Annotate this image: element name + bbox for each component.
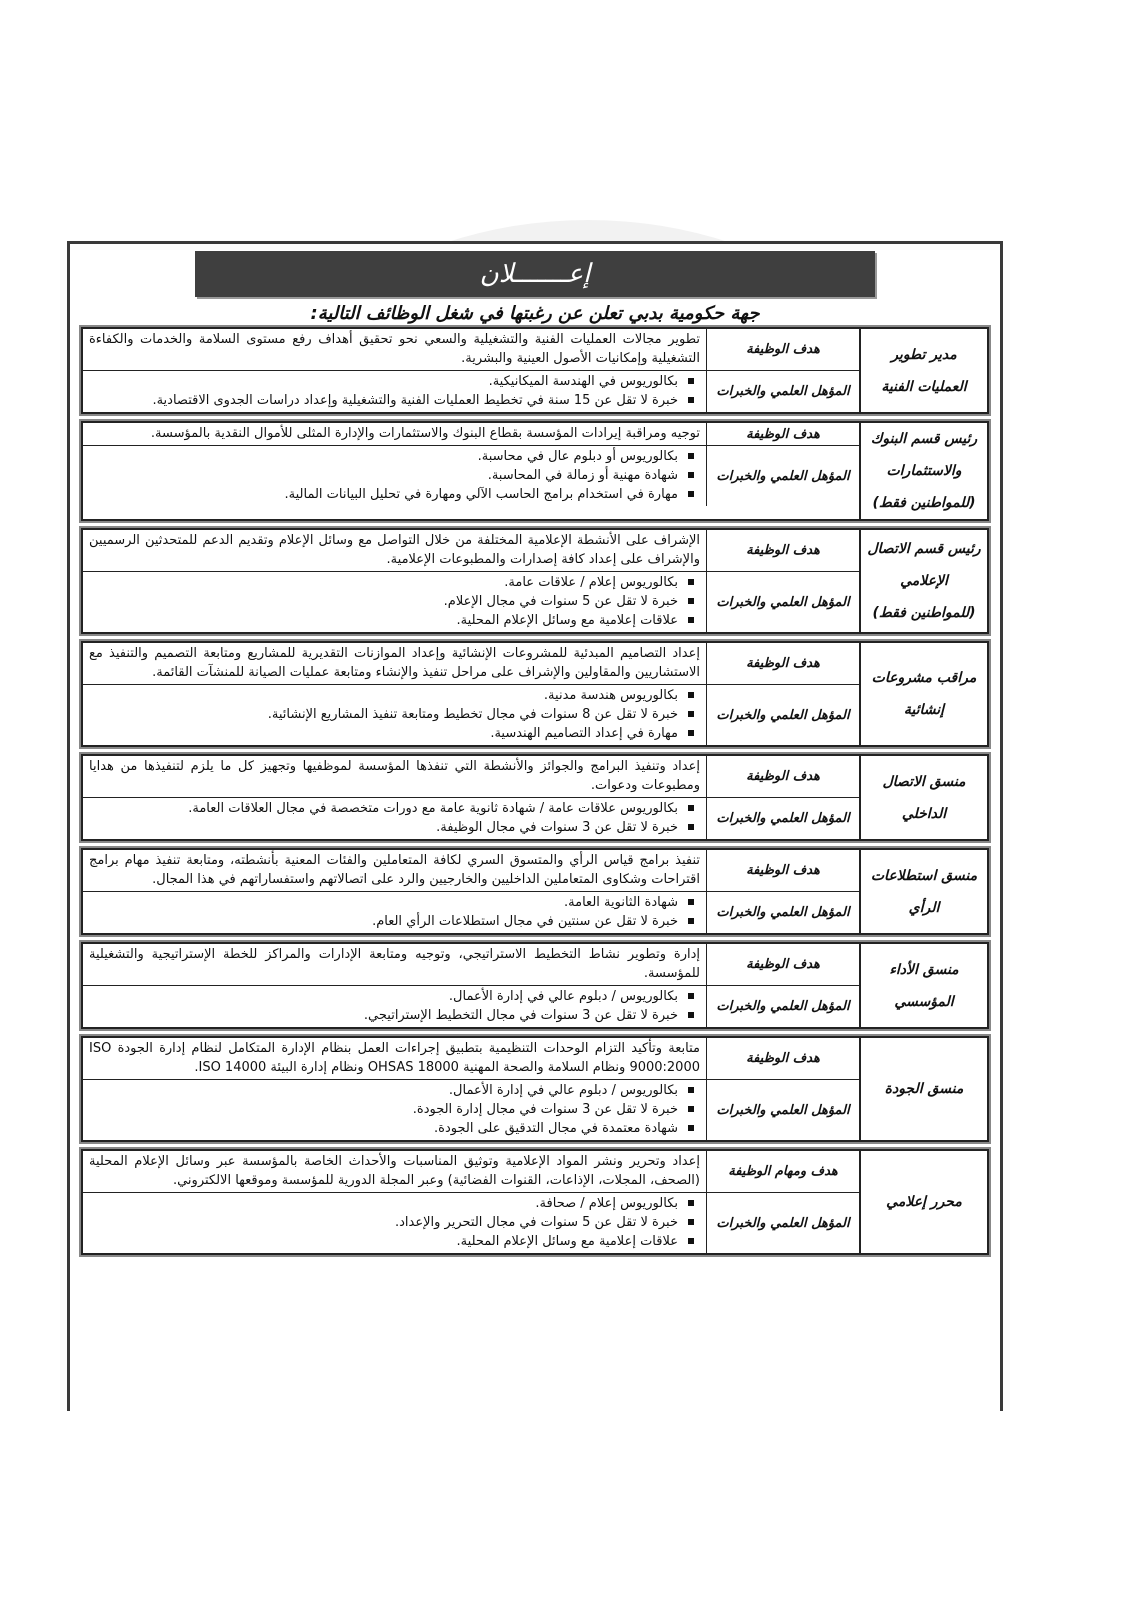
qualification-item: بكالوريوس إعلام / علاقات عامة. <box>89 573 678 592</box>
qualifications-list <box>89 372 700 410</box>
job-goal-label: هدف الوظيفة <box>706 329 859 370</box>
qualifications-list <box>89 893 700 931</box>
job-listing <box>81 421 989 521</box>
job-goal-label: هدف الوظيفة <box>706 423 859 445</box>
job-title: منسق الجودة <box>859 1038 987 1140</box>
qualification-item: بكالوريوس هندسة مدنية. <box>89 686 678 705</box>
job-qualifications-label: المؤهل العلمي والخبرات <box>706 446 859 506</box>
job-goal-text: إدارة وتطوير نشاط التخطيط الاستراتيجي، وتوجيه ومتابعة الإدارات والمراكز للخطة الإستراتيجية والتشغيلية للمؤسسة. <box>89 947 700 981</box>
advertisement-frame <box>67 241 1003 1411</box>
qualifications-list <box>89 447 700 504</box>
qualifications-list <box>89 987 700 1025</box>
qualification-item: خبرة لا تقل عن سنتين في مجال استطلاعات الرأي العام. <box>89 912 678 931</box>
job-goal-text: توجيه ومراقبة إيرادات المؤسسة بقطاع البنوك والاستثمارات والإدارة المثلى للأموال النقدية بالمؤسسة. <box>150 426 700 441</box>
job-title: محرر إعلامي <box>859 1151 987 1253</box>
qualifications-list <box>89 1081 700 1138</box>
qualification-item: بكالوريوس علاقات عامة / شهادة ثانوية عامة مع دورات متخصصة في مجال العلاقات العامة. <box>89 799 678 818</box>
job-listing <box>81 848 989 935</box>
qualifications-list <box>89 1194 700 1251</box>
job-goal-label: هدف الوظيفة <box>706 1038 859 1079</box>
ad-subtitle: جهة حكومية بدبي تعلن عن رغبتها في شغل الوظائف التالية: <box>310 303 760 324</box>
qualification-item: بكالوريوس أو دبلوم عال في محاسبة. <box>89 447 678 466</box>
job-goal-label: هدف ومهام الوظيفة <box>706 1151 859 1192</box>
job-qualifications-label: المؤهل العلمي والخبرات <box>706 798 859 839</box>
qualification-item: علاقات إعلامية مع وسائل الإعلام المحلية. <box>89 1232 678 1251</box>
job-goal-text: إعداد التصاميم المبدئية للمشروعات الإنشائية وإعداد الموازنات التقديرية للمشاريع ومتابعة التصميم والتنفيذ مع الاستشاريين والمقاولين والإشراف على مراحل تنفيذ والإنشاء ومتابعة عمليات الصيانة للمنشآت القائمة. <box>89 646 700 680</box>
job-qualifications-label: المؤهل العلمي والخبرات <box>706 685 859 745</box>
job-listing <box>81 327 989 414</box>
job-listing <box>81 754 989 841</box>
qualification-item: خبرة لا تقل عن 5 سنوات في مجال التحرير والإعداد. <box>89 1213 678 1232</box>
job-goal-text: تطوير مجالات العمليات الفنية والتشغيلية والسعي نحو تحقيق أهداف رفع مستوى السلامة والخدمات والكفاءة التشغيلية وإمكانيات الأصول العينية والبشرية. <box>89 332 700 366</box>
job-listing <box>81 942 989 1029</box>
job-title: منسق استطلاعات الرأي <box>859 850 987 933</box>
job-goal-label: هدف الوظيفة <box>706 643 859 684</box>
job-goal-label: هدف الوظيفة <box>706 530 859 571</box>
job-listing <box>81 1149 989 1255</box>
job-title: مراقب مشروعات إنشائية <box>859 643 987 745</box>
qualification-item: مهارة في إعداد التصاميم الهندسية. <box>89 724 678 743</box>
jobs-list <box>79 327 991 1255</box>
job-goal-text: الإشراف على الأنشطة الإعلامية المختلفة من خلال التواصل مع وسائل الإعلام وتقديم الدعم للمتحدثين الرسميين والإشراف على إعداد كافة إصدارات والمطبوعات الإعلامية. <box>89 533 700 567</box>
job-title: منسق الاتصال الداخلي <box>859 756 987 839</box>
job-goal-label: هدف الوظيفة <box>706 756 859 797</box>
job-title: منسق الأداء المؤسسي <box>859 944 987 1027</box>
job-goal-text: متابعة وتأكيد التزام الوحدات التنظيمية بتطبيق إجراءات العمل بنظام الإدارة المتكامل لنظام إدارة الجودة ISO 9000:2000 ونظام السلامة والصحة المهنية OHSAS 18000 ونظام إدارة البيئة ISO 14000. <box>89 1041 700 1075</box>
qualification-item: خبرة لا تقل عن 3 سنوات في مجال الوظيفة. <box>89 818 678 837</box>
job-listing <box>81 641 989 747</box>
qualification-item: بكالوريوس في الهندسة الميكانيكية. <box>89 372 678 391</box>
qualification-item: بكالوريوس / دبلوم عالي في إدارة الأعمال. <box>89 1081 678 1100</box>
qualifications-list <box>89 686 700 743</box>
qualification-item: بكالوريوس / دبلوم عالي في إدارة الأعمال. <box>89 987 678 1006</box>
qualifications-list <box>89 573 700 630</box>
qualification-item: بكالوريوس إعلام / صحافة. <box>89 1194 678 1213</box>
qualification-item: شهادة مهنية أو زمالة في المحاسبة. <box>89 466 678 485</box>
qualification-item: شهادة معتمدة في مجال التدقيق على الجودة. <box>89 1119 678 1138</box>
job-qualifications-label: المؤهل العلمي والخبرات <box>706 892 859 933</box>
job-qualifications-label: المؤهل العلمي والخبرات <box>706 1193 859 1253</box>
job-title: مدير تطوير العمليات الفنية <box>859 329 987 412</box>
qualification-item: خبرة لا تقل عن 3 سنوات في مجال إدارة الجودة. <box>89 1100 678 1119</box>
job-title: رئيس قسم الاتصال الإعلامي (للمواطنين فقط) <box>859 530 987 632</box>
qualifications-list <box>89 799 700 837</box>
qualification-item: شهادة الثانوية العامة. <box>89 893 678 912</box>
job-goal-label: هدف الوظيفة <box>706 944 859 985</box>
job-goal-text: إعداد وتحرير ونشر المواد الإعلامية وتوثيق المناسبات والأحداث الخاصة بالمؤسسة عبر وسائل الإعلام المحلية (الصحف، المجلات، الإذاعات، القنوات الفضائية) وعبر المجلة الدورية للمؤسسة وموقعها الالكتروني. <box>89 1154 700 1188</box>
job-listing <box>81 1036 989 1142</box>
job-goal-text: إعداد وتنفيذ البرامج والجوائز والأنشطة التي تنفذها المؤسسة لموظفيها وتجهيز كل ما يلزم لتنفيذها من هدايا ومطبوعات ودعوات. <box>89 759 700 793</box>
job-qualifications-label: المؤهل العلمي والخبرات <box>706 1080 859 1140</box>
job-qualifications-label: المؤهل العلمي والخبرات <box>706 371 859 412</box>
qualification-item: خبرة لا تقل عن 15 سنة في تخطيط العمليات الفنية والتشغيلية وإعداد دراسات الجدوى الاقتصادية. <box>89 391 678 410</box>
qualification-item: خبرة لا تقل عن 8 سنوات في مجال تخطيط ومتابعة تنفيذ المشاريع الإنشائية. <box>89 705 678 724</box>
qualification-item: خبرة لا تقل عن 5 سنوات في مجال الإعلام. <box>89 592 678 611</box>
job-qualifications-label: المؤهل العلمي والخبرات <box>706 572 859 632</box>
qualification-item: علاقات إعلامية مع وسائل الإعلام المحلية. <box>89 611 678 630</box>
job-listing <box>81 528 989 634</box>
job-title: رئيس قسم البنوك والاستثمارات (للمواطنين فقط) <box>859 423 987 519</box>
job-qualifications-label: المؤهل العلمي والخبرات <box>706 986 859 1027</box>
ad-title-banner: إعـــــــلان <box>195 251 875 297</box>
qualification-item: مهارة في استخدام برامج الحاسب الآلي ومهارة في تحليل البيانات المالية. <box>89 485 678 504</box>
job-goal-label: هدف الوظيفة <box>706 850 859 891</box>
job-goal-text: تنفيذ برامج قياس الرأي والمتسوق السري لكافة المتعاملين والفئات المعنية بأنشطته، ومتابعة تنفيذ مهام برامج اقتراحات وشكاوى المتعاملين الداخليين والخارجيين والرد على اتصالاتهم واستفساراتهم في هذا المجال. <box>89 853 700 887</box>
qualification-item: خبرة لا تقل عن 3 سنوات في مجال التخطيط الإستراتيجي. <box>89 1006 678 1025</box>
